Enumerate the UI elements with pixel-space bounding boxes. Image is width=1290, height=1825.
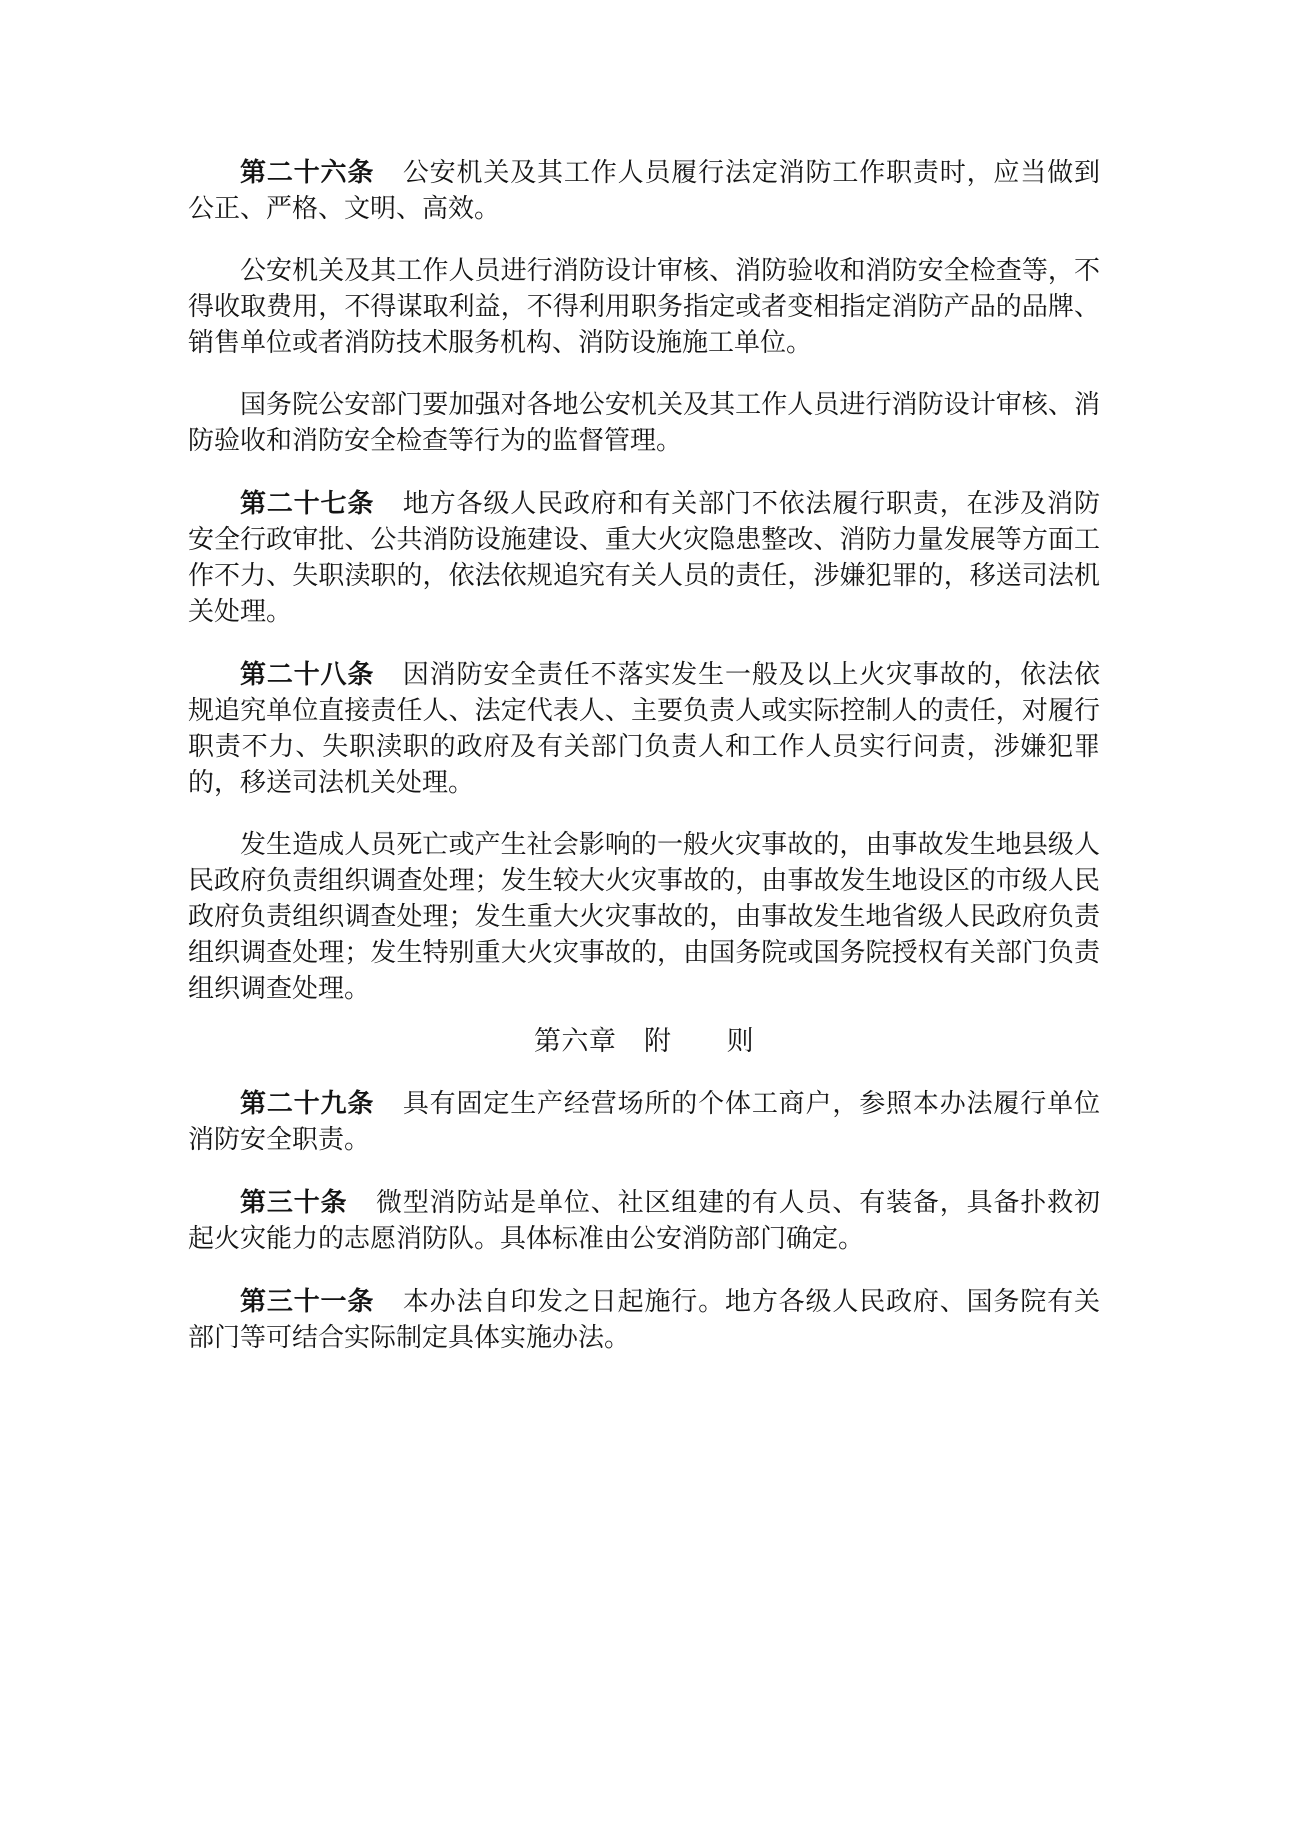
article-26-subparagraph-2 <box>188 387 1100 459</box>
article-29-text: 具有固定生产经营场所的个体工商户，参照本办法履行单位消防安全职责。 <box>188 1089 1100 1154</box>
article-26-text: 公安机关及其工作人员履行法定消防工作职责时，应当做到公正、严格、文明、高效。 <box>188 158 1100 223</box>
article-28-subparagraph <box>188 827 1100 1007</box>
chapter-6-heading: 第六章 附 则 <box>533 1026 755 1056</box>
article-27-text: 地方各级人民政府和有关部门不依法履行职责，在涉及消防安全行政审批、公共消防设施建设、重大火灾隐患整改、消防力量发展等方面工作不力、失职渎职的，依法依规追究有关人员的责任，涉嫌犯罪的，移送司法机关处理。 <box>188 489 1100 626</box>
article-28-text: 因消防安全责任不落实发生一般及以上火灾事故的，依法依规追究单位直接责任人、法定代表人、主要负责人或实际控制人的责任，对履行职责不力、失职渎职的政府及有关部门负责人和工作人员实行问责，涉嫌犯罪的，移送司法机关处理。 <box>188 660 1100 797</box>
article-28-subtext: 发生造成人员死亡或产生社会影响的一般火灾事故的，由事故发生地县级人民政府负责组织调查处理；发生较大火灾事故的，由事故发生地设区的市级人民政府负责组织调查处理；发生重大火灾事故的，由事故发生地省级人民政府负责组织调查处理；发生特别重大火灾事故的，由国务院或国务院授权有关部门负责组织调查处理。 <box>188 830 1100 1003</box>
article-26-subparagraph-1 <box>188 253 1100 361</box>
article-26-subtext-1: 公安机关及其工作人员进行消防设计审核、消防验收和消防安全检查等，不得收取费用，不得谋取利益，不得利用职务指定或者变相指定消防产品的品牌、销售单位或者消防技术服务机构、消防设施施工单位。 <box>188 256 1100 357</box>
article-31-number: 第三十一条 <box>240 1286 375 1316</box>
article-30-paragraph <box>188 1184 1100 1257</box>
article-28-number: 第二十八条 <box>240 659 375 689</box>
article-28-paragraph <box>188 656 1100 801</box>
article-29-number: 第二十九条 <box>240 1088 375 1118</box>
article-26-number: 第二十六条 <box>240 157 375 187</box>
article-26-subtext-2: 国务院公安部门要加强对各地公安机关及其工作人员进行消防设计审核、消防验收和消防安全检查等行为的监督管理。 <box>188 390 1100 455</box>
article-31-paragraph <box>188 1283 1100 1356</box>
article-29-paragraph <box>188 1085 1100 1158</box>
article-26-paragraph <box>188 154 1100 227</box>
article-30-text: 微型消防站是单位、社区组建的有人员、有装备，具备扑救初起火灾能力的志愿消防队。具体标准由公安消防部门确定。 <box>188 1188 1100 1253</box>
article-31-text: 本办法自印发之日起施行。地方各级人民政府、国务院有关部门等可结合实际制定具体实施办法。 <box>188 1287 1100 1352</box>
article-27-number: 第二十七条 <box>240 488 375 518</box>
article-30-number: 第三十条 <box>240 1187 348 1217</box>
article-27-paragraph <box>188 485 1100 630</box>
